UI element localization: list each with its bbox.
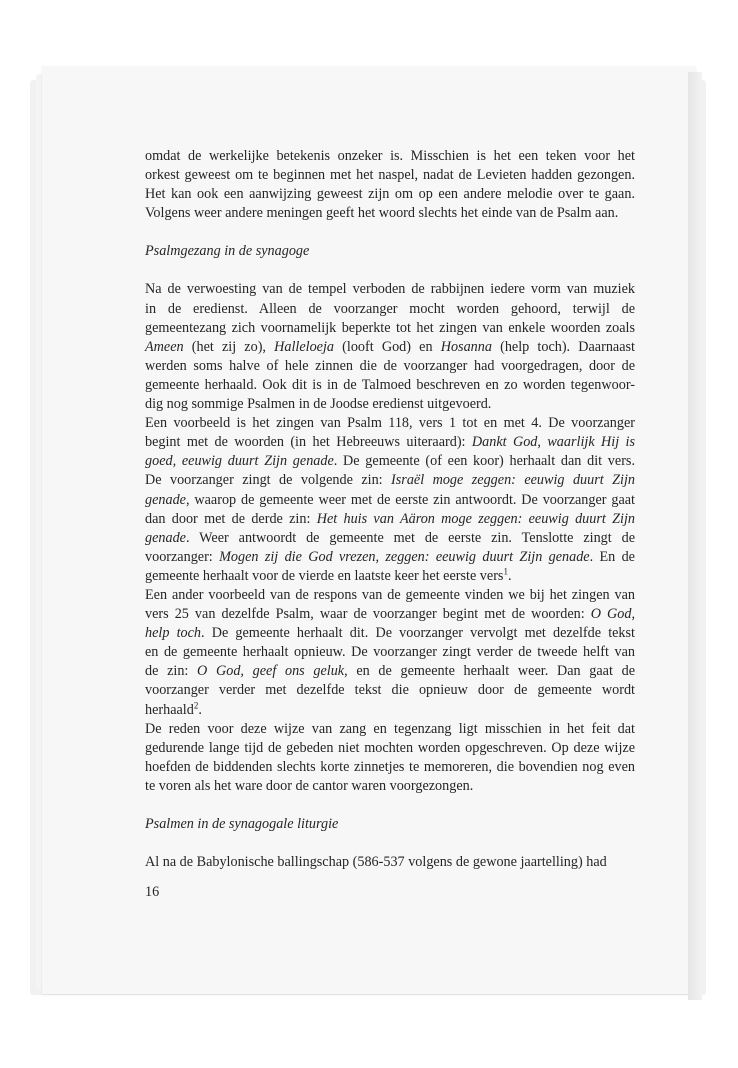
text-line [145, 662, 635, 681]
footnote-marker: 2 [193, 699, 199, 710]
text-line: hoefden de biddenden slechts korte zinnetjes te memoreren, die bovendien nog even [145, 758, 635, 775]
text-line: gedurende lange tijd de gebeden niet mochten worden opgeschreven. Op deze wijze [145, 739, 635, 756]
italic-term: Halleloeja [274, 338, 335, 355]
text-line: voorzanger verder met dezelfde tekst die opnieuw door de gemeente wordt [145, 682, 635, 699]
text-line: Het kan ook een aanwijzing geweest zijn om op een andere melodie over te gaan. [145, 186, 635, 203]
italic-quote: goed, eeuwig duurt Zijn genade [145, 453, 334, 470]
paragraph [145, 414, 635, 586]
text-line: omdat de werkelijke betekenis onzeker is. Misschien is het een teken voor het [145, 148, 635, 164]
page-number: 16 [145, 884, 160, 900]
text-run: voorzanger: [145, 548, 220, 565]
section-heading: Psalmgezang in de synagoge [145, 243, 310, 260]
text-run: . De gemeente herhaalt dit. De voorzanger vervolgt met dezelfde tekst [201, 625, 635, 642]
text-run: De voorzanger zingt de volgende zin: [145, 472, 392, 489]
paragraph [145, 720, 635, 796]
text-line [145, 567, 635, 586]
text-run: (het zij zo), [183, 338, 275, 355]
text-run: . [507, 567, 512, 584]
italic-quote: O God, geef ons geluk [197, 663, 345, 680]
text-line: orkest geweest om te beginnen met het naspel, nadat de Levieten hadden gezongen. [145, 167, 635, 184]
text-line [145, 605, 635, 624]
text-line: Na de verwoesting van de tempel verboden de rabbijnen iedere vorm van muziek [145, 281, 635, 298]
text-line: Een voorbeeld is het zingen van Psalm 118, vers 1 tot en met 4. De voorzanger [145, 415, 635, 432]
text-line: Een ander voorbeeld van de respons van de gemeente vinden we bij het zingen van [145, 586, 635, 603]
text-line [145, 510, 635, 529]
text-line [145, 452, 635, 471]
text-line [145, 433, 635, 452]
italic-quote: Dankt God, waarlijk Hij is [471, 434, 635, 451]
text-line: gemeentezang zich voornamelijk beperkte tot het zingen van enkele woorden zoals [145, 319, 635, 336]
italic-quote: O God, [590, 606, 635, 623]
text-line: dig nog sommige Psalmen in de Joodse eredienst uitgevoerd. [145, 396, 492, 413]
italic-quote: genade [145, 491, 186, 508]
text-run: begint met de woorden (in het Hebreeuws uiteraard): [145, 434, 472, 451]
text-run: vers 25 van dezelfde Psalm, waar de voorzanger begint met de woorden: [145, 606, 591, 623]
text-line [145, 624, 635, 643]
text-line: in de eredienst. Alleen de voorzanger mocht worden gehoord, terwijl de [145, 300, 635, 317]
text-run: . En de [589, 548, 635, 565]
italic-term: Ameen [145, 338, 184, 355]
text-run: gemeente herhaalt voor de vierde en laatste keer het eerste vers [145, 567, 504, 584]
paragraph [145, 280, 635, 414]
italic-term: Hosanna [440, 338, 492, 355]
italic-quote: Mogen zij die God vrezen, zeggen: eeuwig duurt Zijn genade [219, 548, 590, 565]
footnote-marker: 1 [503, 566, 508, 577]
text-line [145, 701, 635, 720]
paragraph [145, 853, 635, 872]
text-line: gemeente herhaald. Ook dit is in de Talmoed beschreven en zo worden tegenwoor- [145, 376, 635, 393]
text-run: . [198, 701, 202, 718]
italic-quote: help toch [145, 625, 202, 642]
text-run: (looft God) en [334, 338, 441, 355]
text-line [145, 491, 635, 510]
section-heading: Psalmen in de synagogale liturgie [145, 816, 339, 832]
text-run: de zin: [145, 663, 198, 680]
text-run: dan door met de derde zin: [145, 510, 317, 527]
text-line [145, 338, 635, 357]
page-edge [688, 72, 702, 1000]
text-line: werden soms halve of hele zinnen die de voorzanger had voorgedragen, door de [145, 357, 635, 374]
text-run: . Weer antwoordt de gemeente met de eerste zin. Tenslotte zingt de [185, 529, 635, 546]
text-run: . De gemeente (of een koor) herhaalt dan dit vers. [333, 453, 635, 470]
text-line: en de gemeente herhaalt opnieuw. De voorzanger zingt verder de tweede helft van [145, 644, 635, 661]
text-line [145, 548, 635, 567]
page-body [145, 147, 635, 872]
italic-quote: Israël moge zeggen: eeuwig duurt Zijn [391, 472, 636, 489]
text-line [145, 471, 635, 490]
text-line [145, 529, 635, 548]
text-line: Volgens weer andere meningen geeft het woord slechts het einde van de Psalm aan. [145, 205, 619, 222]
text-line: Al na de Babylonische ballingschap (586-537 volgens de gewone jaartelling) had [145, 854, 607, 871]
italic-quote: Het huis van Aäron moge zeggen: eeuwig duurt Zijn [316, 510, 635, 527]
text-run: herhaald [145, 701, 194, 718]
text-run: (help toch). Daarnaast [491, 338, 635, 355]
text-line: De reden voor deze wijze van zang en tegenzang ligt misschien in het feit dat [145, 720, 635, 737]
text-run: , waarop de gemeente weer met de eerste zin antwoordt. De voorzanger gaat [185, 491, 635, 508]
text-line: te voren als het ware door de cantor waren voorgezongen. [145, 777, 474, 794]
italic-quote: genade [145, 529, 186, 546]
paragraph [145, 586, 635, 720]
text-run: , en de gemeente herhaalt weer. Dan gaat de [344, 663, 635, 680]
paragraph [145, 147, 635, 223]
